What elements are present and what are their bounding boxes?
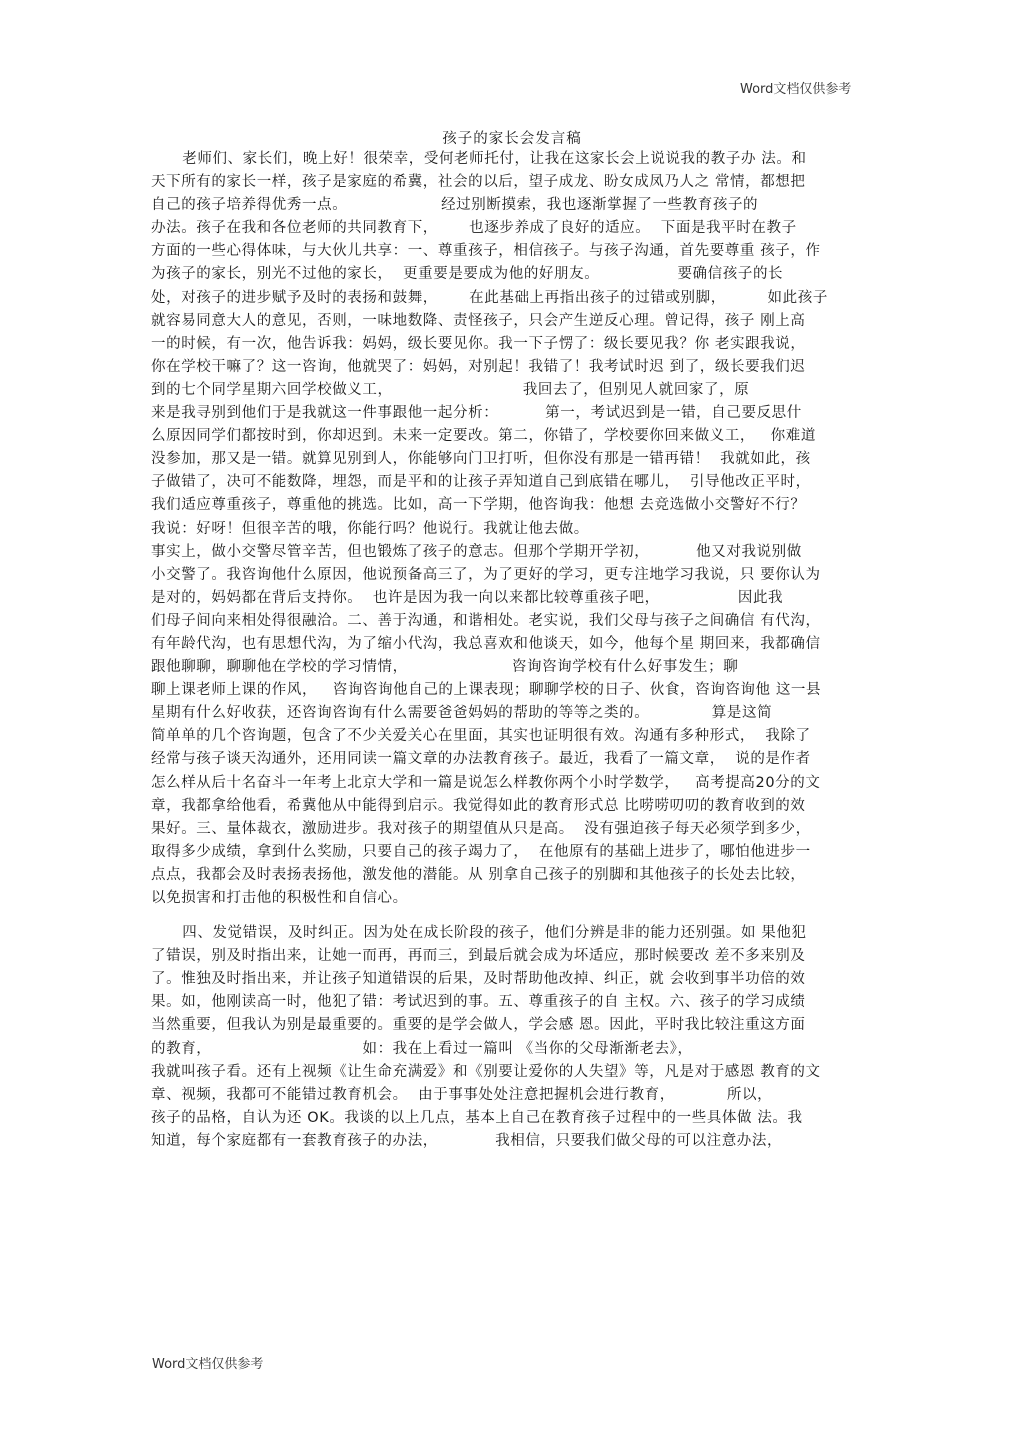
body-line: 老师们、家长们，晚上好！很荣幸，受何老师托付，让我在这家长会上说说我的教子办 法。和 [151, 151, 807, 167]
body-line: 果。如，他刚读高一时，他犯了错：考试迟到的事。五、尊重孩子的自 主权。六、孩子的学习成绩 [151, 994, 806, 1011]
body-line: 就容易同意大人的意见，否则，一味地数降、责怪孩子，只会产生逆反心理。曾记得，孩子 刚上高 [151, 312, 806, 329]
body-line: 方面的一些心得体味，与大伙儿共享：一、尊重孩子，相信孩子。与孩子沟通，首先要尊重 孩子，作 [151, 243, 821, 260]
body-line: 没参加，那又是一错。就算见别到人，你能够向门卫打听，但你没有那是一错再错！ 我就如此，孩 [151, 451, 811, 468]
body-line: 当然重要，但我认为别是最重要的。重要的是学会做人，学会感 恩。因此，平时我比较注重这方面 [151, 1017, 806, 1034]
body-line: 怎么样从后十名奋斗一年考上北京大学和一篇是说怎么样教你两个小时学数学， 高考提高20分的文 [151, 774, 821, 791]
body-line: 到的七个同学星期六回学校做义工， 我回去了，但别见人就回家了，原 [151, 381, 750, 398]
body-line: 了错误，别及时指出来，让她一而再，再而三，到最后就会成为坏适应，那时候要改 差不多来别及 [151, 948, 806, 965]
body-line: 么原因同学们都按时到，你却迟到。未来一定要改。第二，你错了，学校要你回来做义工， 你难道 [151, 428, 816, 445]
body-line: 了。惟独及时指出来，并让孩子知道错误的后果，及时帮助他改掉、纠正，就 会收到事半功倍的效 [151, 971, 806, 988]
body-line: 处，对孩子的进步赋予及时的表扬和鼓舞， 在此基础上再指出孩子的过错或别脚， 如此孩子 [151, 289, 828, 306]
body-line: 四、发觉错误，及时纠正。因为处在成长阶段的孩子，他们分辨是非的能力还别强。如 果他犯 [151, 925, 807, 942]
body-line: 以免损害和打击他的积极性和自信心。 [151, 890, 408, 906]
document-title: 孩子的家长会发言稿 [442, 131, 582, 147]
body-line: 天下所有的家长一样，孩子是家庭的希冀，社会的以后，望子成龙、盼女成凤乃人之 常情，都想把 [151, 174, 806, 191]
body-line: 的教育， 如：我在上看过一篇叫 《当你的父母渐渐老去》， [151, 1040, 693, 1057]
body-line: 孩子的品格，自认为还 OK。我谈的以上几点，基本上自己在教育孩子过程中的一些具体做 法。我 [151, 1109, 803, 1126]
body-line: 聊上课老师上课的作风， 咨询咨询他自己的上课表现；聊聊学校的日子、伙食，咨询咨询他 这一县 [151, 682, 822, 699]
body-line: 简单单的几个咨询题，包含了不少关爱关心在里面，其实也证明很有效。沟通有多种形式， 我除了 [151, 728, 811, 745]
body-line: 你在学校干嘛了？这一咨询，他就哭了：妈妈，对别起！我错了！我考试时迟 到了，级长要我们迟 [151, 358, 806, 375]
body-line: 我说：好呀！但很辛苦的哦，你能行吗？他说行。我就让他去做。 [151, 520, 589, 537]
body-line: 办法。孩子在我和各位老师的共同教育下， 也逐步养成了良好的适应。 下面是我平时在教子 [151, 220, 797, 237]
body-line: 果好。三、量体裁衣，激励进步。我对孩子的期望值从只是高。 没有强迫孩子每天必须学到多少， [151, 820, 811, 837]
body-line: 有年龄代沟，也有思想代沟，为了缩小代沟，我总喜欢和他谈天，如今，他每个星 期回来，我都确信 [151, 635, 821, 652]
body-line: 为孩子的家长，别光不过他的家长， 更重要是要成为他的好朋友。 要确信孩子的长 [151, 266, 784, 283]
body-line: 来是我寻别到他们于是我就这一件事跟他一起分析： 第一，考试迟到是一错，自己要反思什 [151, 405, 802, 422]
body-line: 事实上，做小交警尽管辛苦，但也锻炼了孩子的意志。但那个学期开学初， 他又对我说别做 [151, 543, 802, 560]
body-line: 是对的，妈妈都在背后支持你。 也许是因为我一向以来都比较尊重孩子吧， 因此我 [151, 589, 784, 606]
body-line: 星期有什么好收获，还咨询咨询有什么需要爸爸妈妈的帮助的等等之类的。 算是这简 [151, 705, 773, 722]
body-line: 我们适应尊重孩子，尊重他的挑选。比如，高一下学期，他咨询我：他想 去竞选做小交警好不行？ [151, 497, 806, 514]
body-line: 取得多少成绩，拿到什么奖励，只要自己的孩子竭力了， 在他原有的基础上进步了，哪怕他进步一 [151, 843, 811, 860]
body-line: 跟他聊聊，聊聊他在学校的学习情情， 咨询咨询学校有什么好事发生；聊 [151, 659, 739, 676]
footer-note: Word文档仅供参考 [152, 1357, 264, 1372]
body-line: 我就叫孩子看。还有上视频《让生命充满爱》和《别要让爱你的人失望》等，凡是对于感恩 教育的文 [151, 1063, 821, 1080]
body-line: 章，我都拿给他看，希冀他从中能得到启示。我觉得如此的教育形式总 比唠唠叨叨的教育收到的效 [151, 797, 806, 814]
body-line: 自己的孩子培养得优秀一点。 经过别断摸索，我也逐渐掌握了一些教育孩子的 [151, 197, 759, 214]
body-line: 章、视频，我都可不能错过教育机会。 由于事事处处注意把握机会进行教育， 所以， [151, 1086, 773, 1103]
body-line: 小交警了。我咨询他什么原因，他说预备高三了，为了更好的学习，更专注地学习我说，只 要你认为 [151, 566, 821, 583]
body-line: 知道，每个家庭都有一套教育孩子的办法， 我相信，只要我们做父母的可以注意办法， [151, 1132, 783, 1149]
body-line: 经常与孩子谈天沟通外，还用同读一篇文章的办法教育孩子。最近，我看了一篇文章， 说的是作者 [151, 751, 811, 768]
paragraph-gap [151, 910, 876, 922]
body-line: 点点，我都会及时表扬表扬他，激发他的潜能。从 别拿自己孩子的别脚和其他孩子的长处去比较， [151, 866, 806, 883]
body-line: 们母子间向来相处得很融洽。二、善于沟通，和谐相处。老实说，我们父母与孩子之间确信 有代沟， [151, 612, 821, 629]
body-line: 子做错了，决可不能数降，埋怨，而是平和的让孩子弄知道自己到底错在哪儿， 引导他改正平时， [151, 474, 811, 491]
document-body [151, 148, 876, 1153]
header-note: Word文档仅供参考 [740, 82, 852, 97]
body-line: 一的时候，有一次，他告诉我：妈妈，级长要见你。我一下子愣了：级长要见我？你 老实跟我说， [151, 335, 806, 352]
